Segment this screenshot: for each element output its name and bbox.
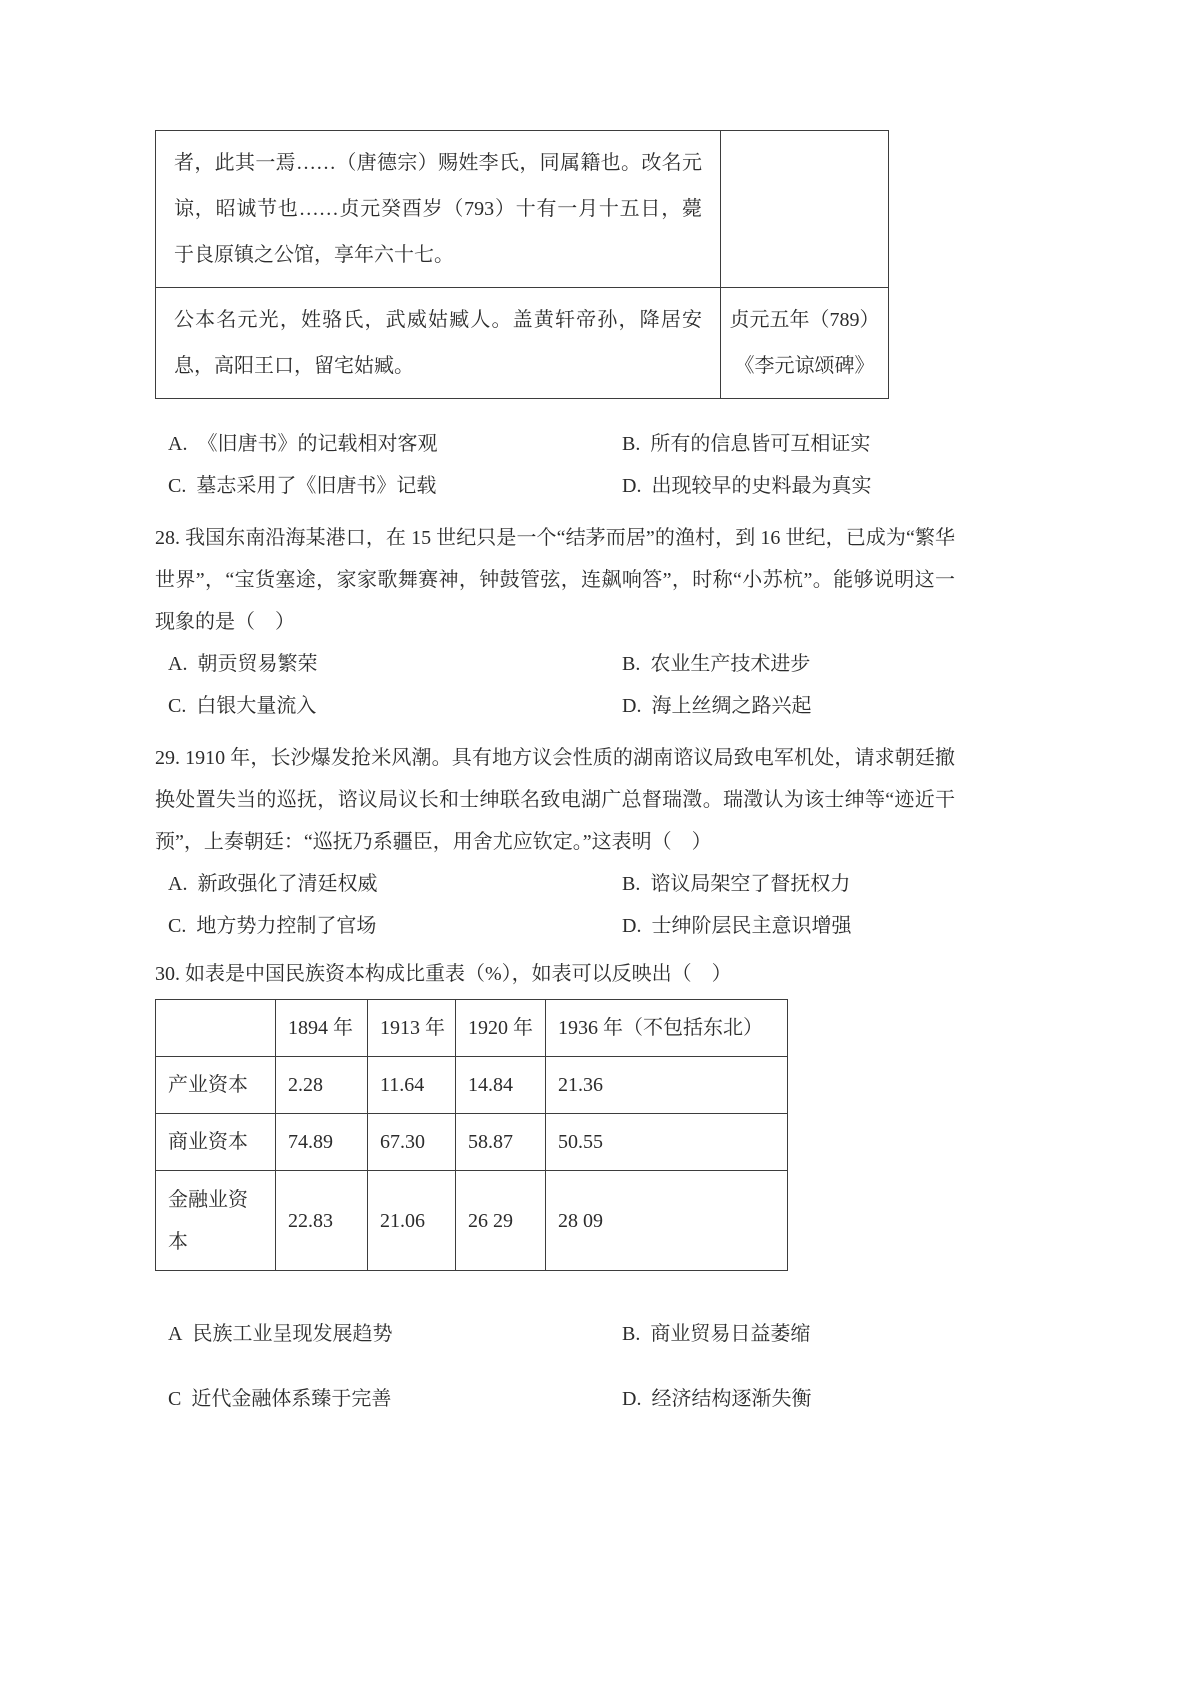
source-excerpt-1 (156, 131, 721, 288)
financial-1894: 22.83 (276, 1171, 368, 1271)
industrial-1920: 14.84 (456, 1057, 546, 1114)
q30-option-b-label: B. (622, 1323, 641, 1345)
capital-header-1920: 1920 年 (456, 1000, 546, 1057)
row-label-financial: 金融业资本 (156, 1171, 276, 1271)
commercial-1913: 67.30 (368, 1114, 456, 1171)
capital-header-1936: 1936 年（不包括东北） (546, 1000, 788, 1057)
industrial-1894: 2.28 (276, 1057, 368, 1114)
question-29-text: 29. 1910 年，长沙爆发抢米风潮。具有地方议会性质的湖南谘议局致电军机处，请求朝廷撤换处置失当的巡抚，谘议局议长和士绅联名致电湖广总督瑞澂。瑞澂认为该士绅等“迹近干预”，上奏朝廷：“巡抚乃系疆臣，用舍尤应钦定。”这表明（ ） (155, 747, 955, 853)
q27-option-a-text: 《旧唐书》的记载相对客观 (197, 433, 438, 455)
industrial-1936: 21.36 (546, 1057, 788, 1114)
q30-options-row-1 (155, 1313, 955, 1355)
q29-option-a-label: A. (168, 873, 188, 895)
q28-option-d (622, 685, 811, 727)
row-label-industrial: 产业资本 (156, 1057, 276, 1114)
source-table-row-1 (156, 131, 889, 288)
q28-option-c-label: C. (168, 695, 187, 717)
q28-option-a (168, 643, 622, 685)
industrial-1913: 11.64 (368, 1057, 456, 1114)
capital-header-1913: 1913 年 (368, 1000, 456, 1057)
q27-option-b-text: 所有的信息皆可互相证实 (650, 433, 871, 455)
q27-options-row-2 (155, 465, 955, 507)
q27-option-d-text: 出现较早的史料最为真实 (651, 475, 872, 497)
question-30-text: 30. 如表是中国民族资本构成比重表（%），如表可以反映出（ ） (155, 963, 732, 985)
q27-options-row-1 (155, 423, 955, 465)
q29-option-a-text: 新政强化了清廷权威 (197, 873, 378, 895)
q28-options-row-2 (155, 685, 955, 727)
source-citation-1-empty (721, 131, 889, 288)
source-table-row-2 (156, 288, 889, 399)
q29-option-b-text: 谘议局架空了督抚权力 (650, 873, 851, 895)
exam-content (155, 130, 955, 1420)
q27-option-b (622, 423, 870, 465)
q27-option-c-label: C. (168, 475, 187, 497)
q27-option-c-text: 墓志采用了《旧唐书》记载 (196, 475, 437, 497)
capital-header-blank (156, 1000, 276, 1057)
q28-option-b-label: B. (622, 653, 641, 675)
q30-option-a-label: A (168, 1323, 183, 1345)
capital-row-industrial (156, 1057, 788, 1114)
commercial-1936: 50.55 (546, 1114, 788, 1171)
question-28-text: 28. 我国东南沿海某港口，在 15 世纪只是一个“结茅而居”的渔村，到 16 世纪，已成为“繁华世界”，“宝货塞途，家家歌舞赛神，钟鼓管弦，连飙响答”，时称“小苏杭”。能够说明这一现象的是（ ） (155, 527, 955, 633)
q29-option-c (168, 905, 622, 947)
q29-option-d-label: D. (622, 915, 642, 937)
q30-option-c-label: C (168, 1388, 182, 1410)
q27-option-d-label: D. (622, 475, 642, 497)
q27-option-a-label: A. (168, 433, 188, 455)
row-label-commercial: 商业资本 (156, 1114, 276, 1171)
q30-options-row-2 (155, 1378, 955, 1420)
q28-option-d-label: D. (622, 695, 642, 717)
q27-option-a (168, 423, 622, 465)
q30-option-b (622, 1313, 810, 1355)
q30-option-a-text: 民族工业呈现发展趋势 (192, 1323, 393, 1345)
q30-option-d-label: D. (622, 1388, 642, 1410)
q27-option-d (622, 465, 871, 507)
q30-option-a (168, 1313, 622, 1355)
source-citation-2-date: 贞元五年（789） (729, 309, 880, 331)
financial-1920: 26 29 (456, 1171, 546, 1271)
q30-option-d-text: 经济结构逐渐失衡 (651, 1388, 812, 1410)
q27-option-b-label: B. (622, 433, 641, 455)
source-excerpt-2-text: 公本名元光，姓骆氏，武威姑臧人。盖黄轩帝孙，降居安息，高阳王口，留宅姑臧。 (174, 309, 702, 377)
capital-header-1894: 1894 年 (276, 1000, 368, 1057)
q29-options-row-2 (155, 905, 955, 947)
source-excerpt-2 (156, 288, 721, 399)
q28-options-row-1 (155, 643, 955, 685)
q29-option-d (622, 905, 851, 947)
source-excerpt-1-text: 者，此其一焉……（唐德宗）赐姓李氏，同属籍也。改名元谅，昭诚节也……贞元癸酉岁（793）十有一月十五日，薨于良原镇之公馆，享年六十七。 (174, 152, 702, 266)
q30-option-d (622, 1378, 811, 1420)
q28-option-c-text: 白银大量流入 (196, 695, 317, 717)
capital-row-commercial (156, 1114, 788, 1171)
financial-1913: 21.06 (368, 1171, 456, 1271)
q28-option-a-label: A. (168, 653, 188, 675)
q30-option-b-text: 商业贸易日益萎缩 (650, 1323, 811, 1345)
capital-table-header-row (156, 1000, 788, 1057)
commercial-1920: 58.87 (456, 1114, 546, 1171)
q29-option-b (622, 863, 850, 905)
capital-composition-table (155, 999, 788, 1271)
q30-option-c-text: 近代金融体系臻于完善 (191, 1388, 392, 1410)
q30-option-c (168, 1378, 622, 1420)
q28-option-b (622, 643, 810, 685)
q28-option-b-text: 农业生产技术进步 (650, 653, 811, 675)
source-citation-2-title: 《李元谅颂碑》 (734, 355, 875, 377)
q28-option-a-text: 朝贡贸易繁荣 (197, 653, 318, 675)
commercial-1894: 74.89 (276, 1114, 368, 1171)
financial-1936: 28 09 (546, 1171, 788, 1271)
q28-option-c (168, 685, 622, 727)
q28-option-d-text: 海上丝绸之路兴起 (651, 695, 812, 717)
source-citation-2 (721, 288, 889, 399)
source-comparison-table (155, 130, 889, 399)
q29-options-row-1 (155, 863, 955, 905)
q29-option-b-label: B. (622, 873, 641, 895)
capital-row-financial (156, 1171, 788, 1271)
q29-option-a (168, 863, 622, 905)
q29-option-c-label: C. (168, 915, 187, 937)
q27-option-c (168, 465, 622, 507)
q29-option-c-text: 地方势力控制了官场 (196, 915, 377, 937)
q29-option-d-text: 士绅阶层民主意识增强 (651, 915, 852, 937)
